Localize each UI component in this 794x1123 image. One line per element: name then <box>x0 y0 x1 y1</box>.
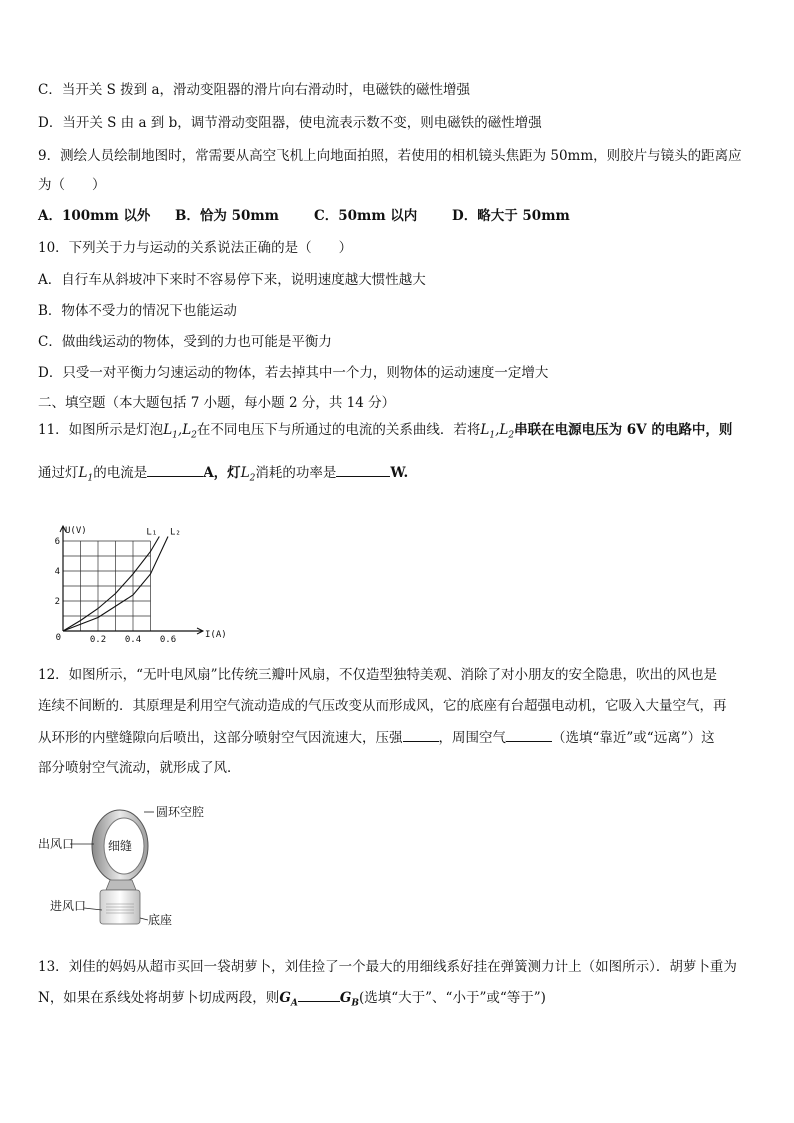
q12-line-2: 连续不间断的．其原理是利用空气流动造成的气压改变从而形成风，它的底座有台超强电动机，它吸入大量空气，再 <box>38 698 727 714</box>
q8-option-c: C．当开关 S 拨到 a，滑动变阻器的滑片向右滑动时，电磁铁的磁性增强 <box>38 82 470 98</box>
u-i-graph <box>50 506 230 646</box>
q12-line-3 <box>38 727 756 748</box>
q10-option-c: C．做曲线运动的物体，受到的力也可能是平衡力 <box>38 334 332 350</box>
q9-option-d: D．略大于 50mm <box>452 208 570 224</box>
q11-text-4: 通过灯 <box>38 465 79 481</box>
ga-symbol: $G_A$ <box>279 990 298 1009</box>
answer-blank-current[interactable] <box>147 462 203 477</box>
bladeless-fan-figure <box>36 800 236 930</box>
x-tick-label: 0.2 <box>89 635 107 645</box>
y-tick-label: 4 <box>54 567 60 577</box>
x-axis-label: I(A) <box>205 630 227 640</box>
q8-option-d: D．当开关 S 由 a 到 b，调节滑动变阻器，使电流表示数不变，则电磁铁的磁性增强 <box>38 115 542 131</box>
gb-symbol: $G_B$ <box>339 990 359 1009</box>
x-tick-label: 0.4 <box>124 635 142 645</box>
q12-text-2: ，周围空气 <box>438 730 506 746</box>
base-label-leader <box>140 918 148 920</box>
l2-symbol: $L_2$ <box>240 465 256 484</box>
inlet-label: 进风口 <box>50 899 87 913</box>
origin-label: 0 <box>55 633 61 643</box>
q13-text-1: N，如果在系线处将胡萝卜切成两段，则 <box>38 990 280 1006</box>
q11-stem <box>38 420 756 446</box>
q9-option-c: C．50mm 以内 <box>314 208 418 224</box>
l1-symbol-2: $L_1$ <box>78 465 94 484</box>
q10-stem: 10．下列关于力与运动的关系说法正确的是（ ） <box>38 240 353 256</box>
slit-label: 细缝 <box>108 839 133 853</box>
q11-text-1: 11．如图所示是灯泡 <box>38 422 164 438</box>
section-heading: 二、填空题（本大题包括 7 小题，每小题 2 分，共 14 分） <box>38 395 396 411</box>
answer-blank-air[interactable] <box>506 727 552 742</box>
outlet-label: 出风口 <box>38 837 75 851</box>
y-tick-label: 6 <box>54 537 60 547</box>
y-axis-label: U(V) <box>65 526 87 536</box>
ring-label: 圆环空腔 <box>156 805 205 819</box>
fan-neck <box>106 880 136 890</box>
q9-option-a: A．100mm 以外 <box>38 208 151 224</box>
q12-text-1: 从环形的内壁缝隙向后喷出，这部分喷射空气因流速大，压强 <box>38 730 403 746</box>
q10-option-d: D．只受一对平衡力匀速运动的物体，若去掉其中一个力，则物体的运动速度一定增大 <box>38 365 549 381</box>
q11-text-8: W. <box>390 465 409 481</box>
q10-option-b: B．物体不受力的情况下也能运动 <box>38 303 237 319</box>
q11-text-3: 串联在电源电压为 6V 的电路中，则 <box>514 422 733 438</box>
answer-blank-weight[interactable] <box>298 987 340 1002</box>
q13-text-2: (选填“大于”、“小于”或“等于”) <box>358 990 546 1006</box>
q11-text-6: A，灯 <box>203 465 241 481</box>
base-label: 底座 <box>148 913 173 927</box>
inlet-label-leader <box>84 908 102 910</box>
q9-option-b: B．恰为 50mm <box>175 208 279 224</box>
l1-symbol: $L_1,L_2$ <box>163 422 197 441</box>
q10-option-a: A．自行车从斜坡冲下来时不容易停下来，说明速度越大惯性越大 <box>38 272 426 288</box>
x-tick-label: 0.6 <box>159 635 177 645</box>
q11-blanks <box>38 462 756 489</box>
q11-text-5: 的电流是 <box>93 465 148 481</box>
answer-blank-power[interactable] <box>336 462 390 477</box>
answer-blank-pressure[interactable] <box>403 727 439 742</box>
q12-text-3: （选填“靠近”或“远离”）这 <box>552 730 715 746</box>
q11-text-7: 消耗的功率是 <box>255 465 337 481</box>
y-tick-label: 2 <box>54 597 60 607</box>
series-label-1: L₁ <box>146 527 158 538</box>
q12-line-1: 12．如图所示，“无叶电风扇”比传统三瓣叶风扇，不仅造型独特美观、消除了对小朋友的安全隐患，吹出的风也是 <box>38 667 717 683</box>
l1l2-symbol: $L_1,L_2$ <box>480 422 515 441</box>
series-label-2: L₂ <box>170 527 181 538</box>
q9-stem: 9．测绘人员绘制地图时，常需要从高空飞机上向地面拍照，若使用的相机镜头焦距为 50mm，则胶片与镜头的距离应 <box>38 148 742 164</box>
series-line-1 <box>63 537 159 632</box>
q12-line-4: 部分喷射空气流动，就形成了风． <box>38 760 241 776</box>
q13-line-1: 13．刘佳的妈妈从超市买回一袋胡萝卜，刘佳捡了一个最大的用细线系好挂在弹簧测力计上（如图所示）．胡萝卜重为 <box>38 959 737 975</box>
q11-text-2: 在不同电压下与所通过的电流的关系曲线．若将 <box>196 422 481 438</box>
q9-stem-cont: 为（ ） <box>38 177 106 193</box>
q13-line-2 <box>38 987 756 1014</box>
